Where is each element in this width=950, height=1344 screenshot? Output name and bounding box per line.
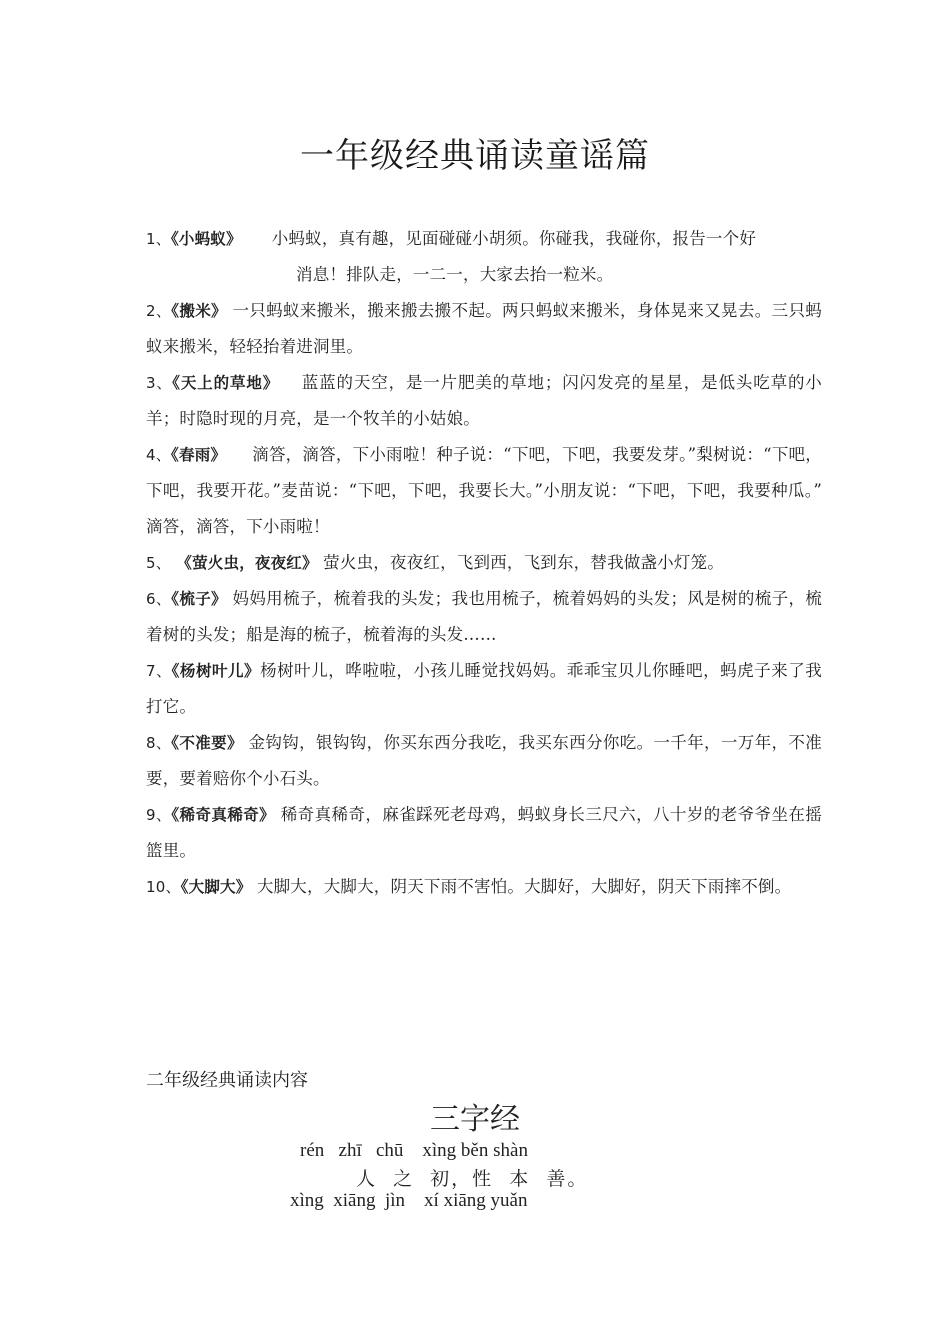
poem-title: 《稀奇真稀奇》 [171, 806, 276, 824]
page-title: 一年级经典诵读童谣篇 [300, 136, 650, 176]
poem-text: 妈妈用梳子，梳着我的头发；我也用梳子，梳着妈妈的头发；风是树的梳子，梳着树的头发；船是海的梳子，梳着海的头发…… [146, 589, 822, 644]
poem-text: 金钩钩，银钩钩，你买东西分我吃，我买东西分你吃。一千年，一万年，不准要，要着赔你个小石头。 [146, 733, 822, 788]
poem-text: 一只蚂蚁来搬米，搬来搬去搬不起。两只蚂蚁来搬米，身体晃来又晃去。三只蚂蚁来搬米，轻轻抬着进洞里。 [146, 301, 822, 356]
poem-item: 6、《梳子》 妈妈用梳子，梳着我的头发；我也用梳子，梳着妈妈的头发；风是树的梳子，梳着树的头发；船是海的梳子，梳着海的头发…… [146, 589, 822, 644]
poem-list [146, 221, 822, 905]
poem-item: 4、《春雨》 滴答，滴答，下小雨啦！种子说：“下吧，下吧，我要发芽。”梨树说：“下吧，下吧，我要开花。”麦苗说：“下吧，下吧，我要长大。”小朋友说：“下吧，下吧，我要种瓜。” 滴答，滴答，下小雨啦！ [146, 445, 822, 536]
sanzijing-title: 三字经 [430, 1102, 520, 1137]
grade2-heading: 二年级经典诵读内容 [146, 1070, 308, 1091]
poem-text: 萤火虫，夜夜红，飞到西，飞到东，替我做盏小灯笼。 [323, 553, 724, 572]
poem-item: 5、 《萤火虫，夜夜红》 萤火虫，夜夜红，飞到西，飞到东，替我做盏小灯笼。 [146, 553, 724, 572]
poem-item: 10、《大脚大》 大脚大，大脚大，阴天下雨不害怕。大脚好，大脚好，阴天下雨摔不倒。 [146, 877, 792, 896]
pinyin-line-1: rén zhī chū xìng běn shàn [300, 1140, 528, 1161]
poem-title: 《大脚大》 [180, 878, 252, 896]
poem-item: 7、《杨树叶儿》杨树叶儿，哗啦啦，小孩儿睡觉找妈妈。乖乖宝贝儿你睡吧，蚂虎子来了我打它。 [146, 661, 822, 716]
hanzi-line-1: 人 之 初，性 本 善。 [356, 1168, 589, 1190]
poem-title: 《天上的草地》 [172, 374, 280, 392]
poem-text: 稀奇真稀奇，麻雀踩死老母鸡，蚂蚁身长三尺六，八十岁的老爷爷坐在摇篮里。 [146, 805, 822, 860]
poem-text: 大脚大，大脚大，阴天下雨不害怕。大脚好，大脚好，阴天下雨摔不倒。 [256, 877, 792, 896]
poem-text: 小蚂蚁，真有趣，见面碰碰小胡须。你碰我，我碰你，报告一个好 [271, 229, 757, 248]
poem-title: 《杨树叶儿》 [171, 662, 261, 680]
poem-title: 《搬米》 [171, 302, 227, 320]
poem-item: 9、《稀奇真稀奇》 稀奇真稀奇，麻雀踩死老母鸡，蚂蚁身长三尺六，八十岁的老爷爷坐在摇篮里。 [146, 805, 822, 860]
poem-text: 滴答，滴答，下小雨啦！种子说：“下吧，下吧，我要发芽。”梨树说：“下吧，下吧，我要开花。”麦苗说：“下吧，下吧，我要长大。”小朋友说：“下吧，下吧，我要种瓜。” 滴答，滴答，下小雨啦！ [146, 445, 822, 536]
poem-title: 《春雨》 [171, 446, 227, 464]
poem-title: 《梳子》 [171, 590, 227, 608]
poem-text: 蓝蓝的天空，是一片肥美的草地；闪闪发亮的星星，是低头吃草的小羊；时隐时现的月亮，是一个牧羊的小姑娘。 [146, 373, 823, 428]
poem-text: 杨树叶儿，哗啦啦，小孩儿睡觉找妈妈。乖乖宝贝儿你睡吧，蚂虎子来了我打它。 [146, 661, 822, 716]
poem-title: 《萤火虫，夜夜红》 [176, 554, 318, 572]
poem-title: 《不准要》 [171, 734, 243, 752]
poem-item: 8、《不准要》 金钩钩，银钩钩，你买东西分我吃，我买东西分你吃。一千年，一万年，不准要，要着赔你个小石头。 [146, 733, 822, 788]
pinyin-line-2: xìng xiāng jìn xí xiāng yuǎn [290, 1190, 528, 1211]
poem-item: 3、《天上的草地》 蓝蓝的天空，是一片肥美的草地；闪闪发亮的星星，是低头吃草的小羊；时隐时现的月亮，是一个牧羊的小姑娘。 [146, 373, 823, 428]
poem-title: 《小蚂蚁》 [170, 230, 242, 248]
poem-item: 2、《搬米》 一只蚂蚁来搬米，搬来搬去搬不起。两只蚂蚁来搬米，身体晃来又晃去。三只蚂蚁来搬米，轻轻抬着进洞里。 [146, 301, 822, 356]
poem-text-continued: 消息！排队走，一二一，大家去抬一粒米。 [296, 265, 614, 284]
poem-item: 1、《小蚂蚁》 小蚂蚁，真有趣，见面碰碰小胡须。你碰我，我碰你，报告一个好 消息！排队走，一二一，大家去抬一粒米。 [146, 221, 822, 293]
